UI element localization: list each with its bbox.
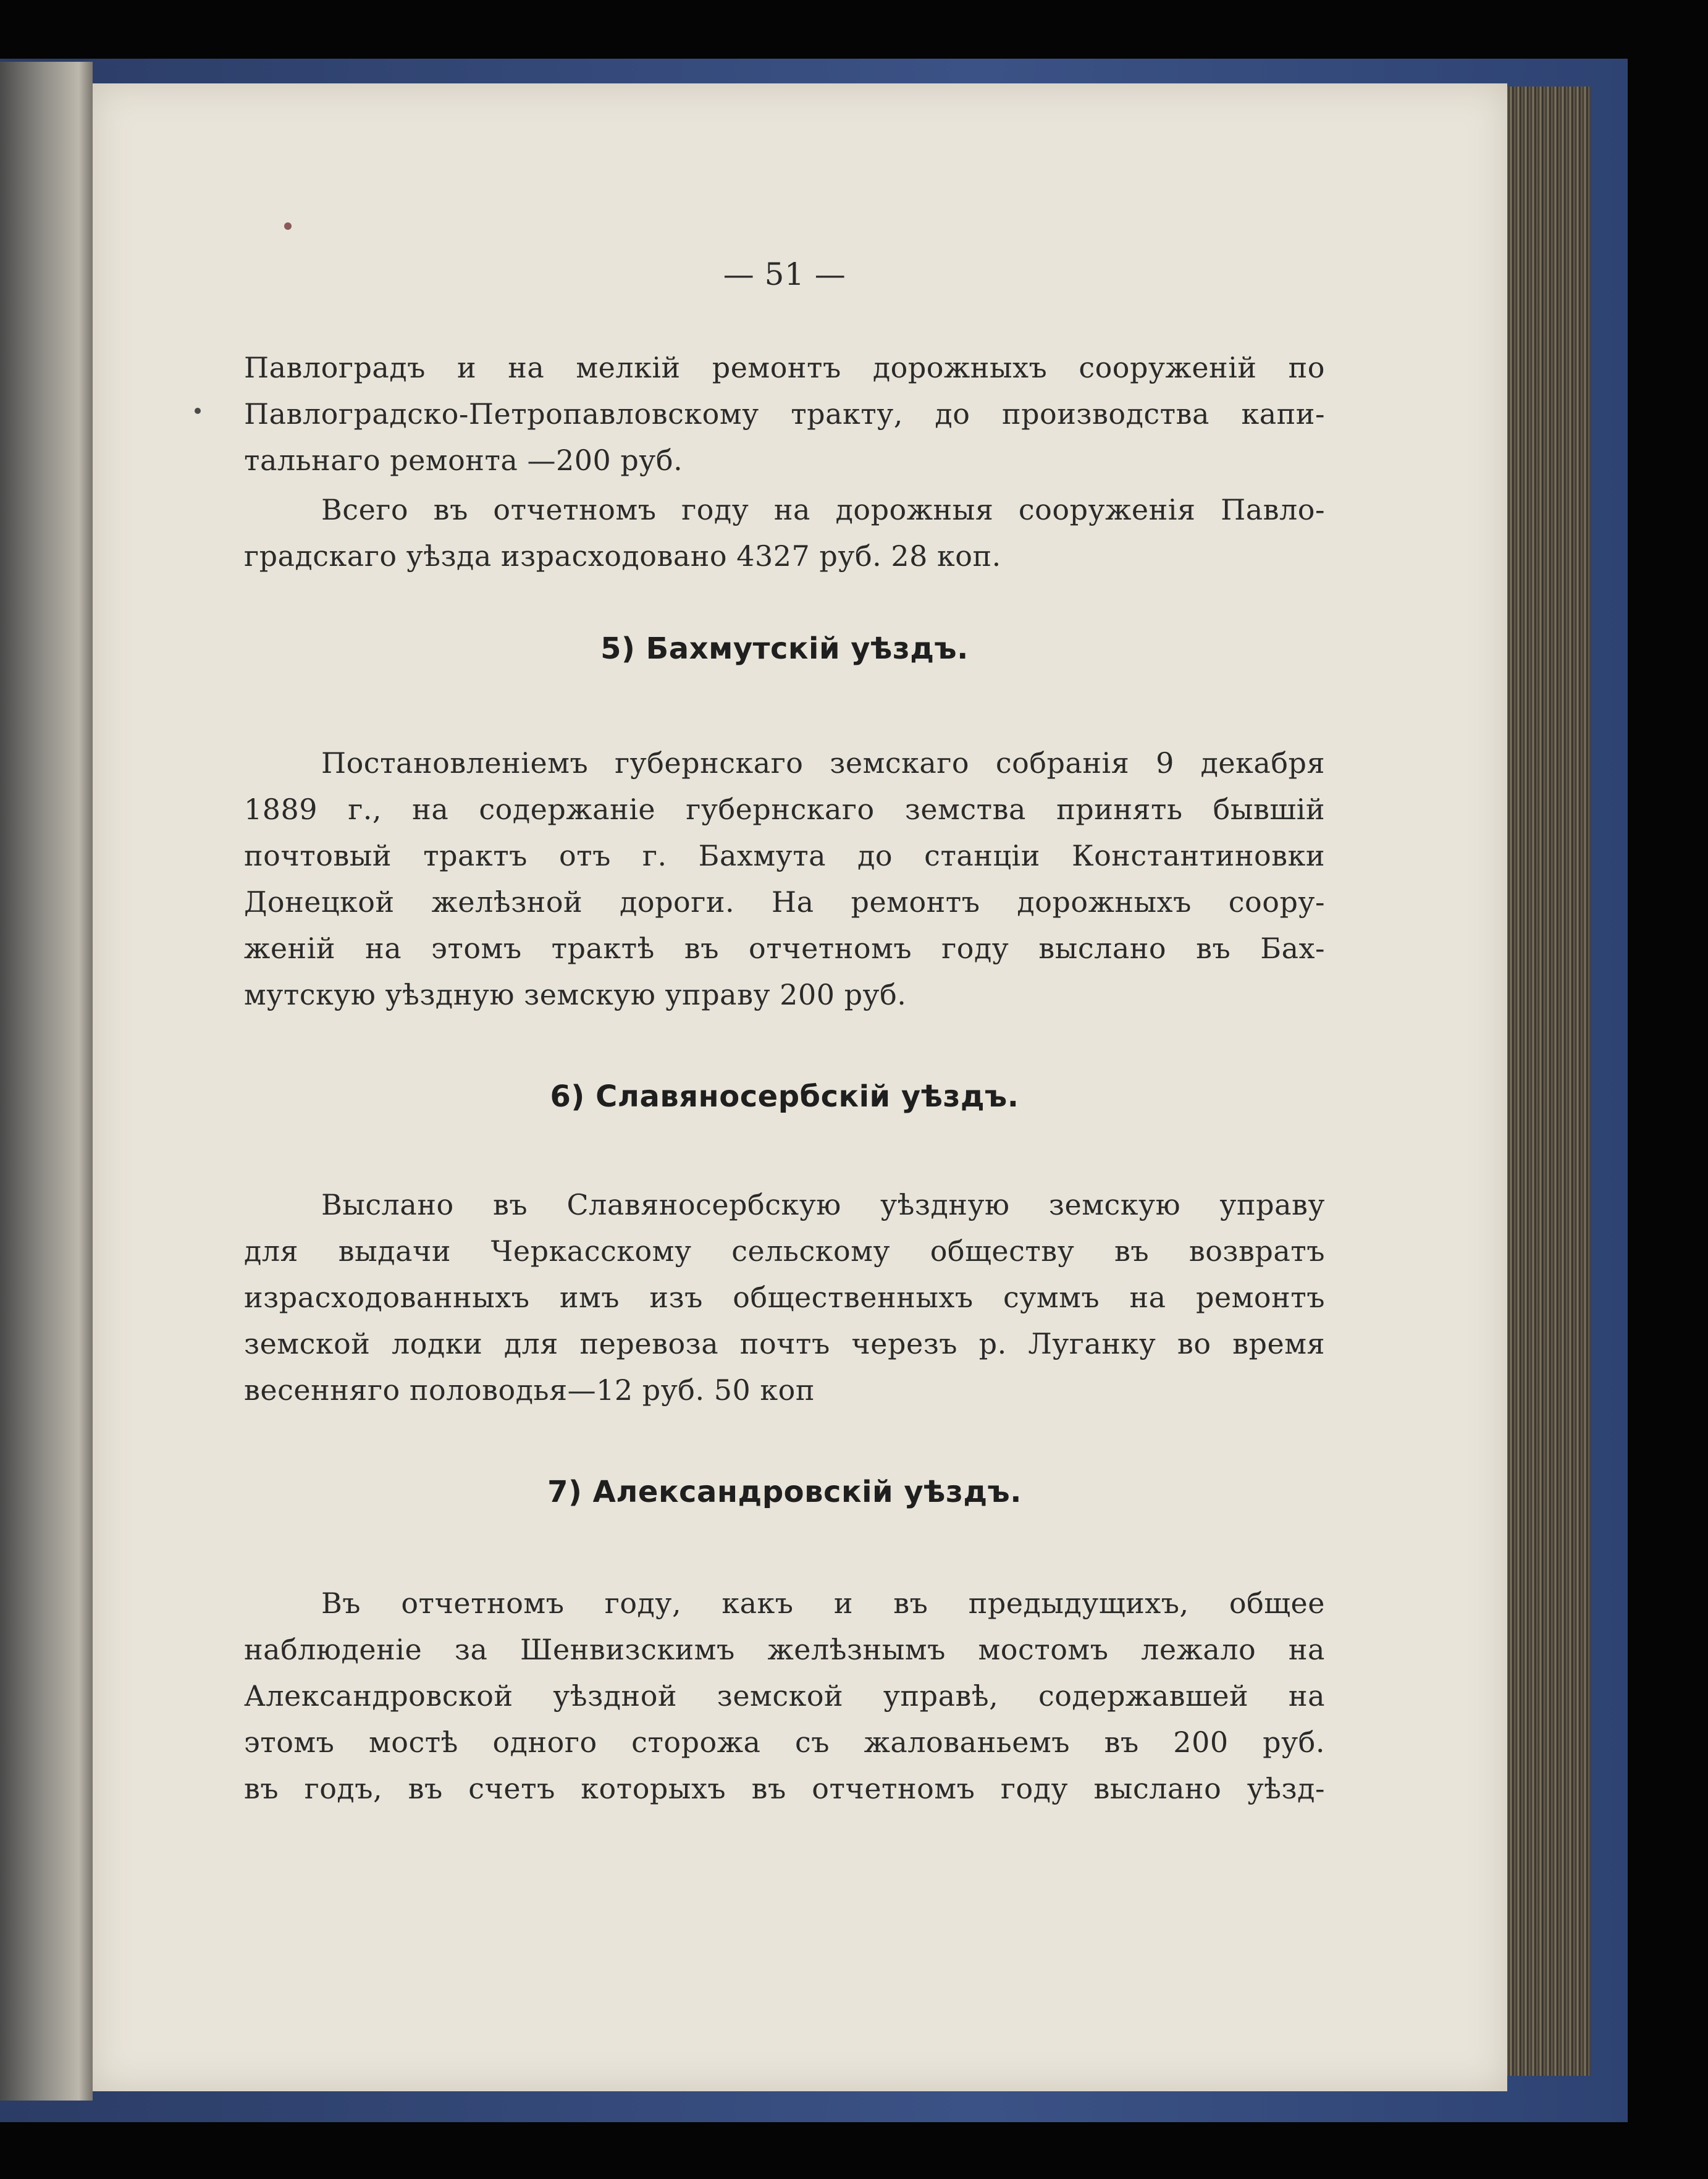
- ink-spot: [284, 222, 292, 230]
- section-heading: 6) Славяносербскій уѣздъ.: [550, 1079, 1019, 1114]
- text-line: Выслано въ Славяносербскую уѣздную земскую управу: [321, 1188, 1325, 1221]
- text-line: градскаго уѣзда израсходовано 4327 руб. 28 коп.: [244, 539, 1001, 573]
- fore-edge: [1498, 86, 1591, 2076]
- text-line: мутскую уѣздную земскую управу 200 руб.: [244, 978, 907, 1011]
- text-line: женій на этомъ трактѣ въ отчетномъ году выслано въ Бах-: [244, 932, 1325, 965]
- text-line: Въ отчетномъ году, какъ и въ предыдущихъ, общее: [321, 1587, 1325, 1620]
- section-heading: 7) Александровскій уѣздъ.: [547, 1475, 1022, 1509]
- left-page-edge: [0, 62, 93, 2101]
- text-line: Павлоградъ и на мелкій ремонтъ дорожныхъ сооруженій по: [244, 351, 1325, 384]
- text-line: Александровской уѣздной земской управѣ, содержавшей на: [244, 1679, 1325, 1713]
- text-line: этомъ мостѣ одного сторожа съ жалованьемъ въ 200 руб.: [244, 1726, 1325, 1759]
- text-line: весенняго половодья—12 руб. 50 коп: [244, 1373, 815, 1407]
- text-line: въ годъ, въ счетъ которыхъ въ отчетномъ году выслано уѣзд-: [244, 1772, 1325, 1805]
- text-line: почтовый трактъ отъ г. Бахмута до станціи Константиновки: [244, 839, 1325, 872]
- book-page: [93, 83, 1507, 2091]
- section-heading: 5) Бахмутскій уѣздъ.: [600, 631, 969, 666]
- text-line: 1889 г., на содержаніе губернскаго земства принять бывшій: [244, 793, 1325, 826]
- text-line: израсходованныхъ имъ изъ общественныхъ суммъ на ремонтъ: [244, 1281, 1325, 1314]
- text-line: Павлоградско-Петропавловскому тракту, до производства капи-: [244, 397, 1325, 431]
- text-line: земской лодки для перевоза почтъ черезъ р. Луганку во время: [244, 1327, 1325, 1360]
- page-number: — 51 —: [723, 256, 846, 292]
- text-line: Всего въ отчетномъ году на дорожныя сооруженія Павло-: [321, 493, 1325, 526]
- text-line: тальнаго ремонта —200 руб.: [244, 444, 683, 477]
- text-line: для выдачи Черкасскому сельскому обществу въ возвратъ: [244, 1234, 1325, 1268]
- text-line: Донецкой желѣзной дороги. На ремонтъ дорожныхъ соору-: [244, 885, 1325, 919]
- text-line: наблюденіе за Шенвизскимъ желѣзнымъ мостомъ лежало на: [244, 1633, 1325, 1666]
- margin-mark: [195, 408, 201, 414]
- text-line: Постановленіемъ губернскаго земскаго собранія 9 декабря: [321, 746, 1325, 780]
